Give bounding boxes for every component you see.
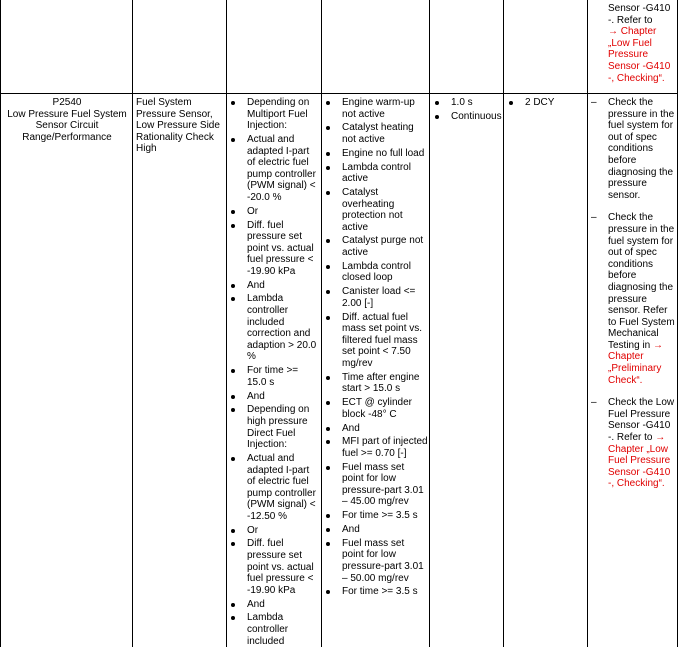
enable-condition: For time >= 3.5 s <box>323 510 428 522</box>
column-divider <box>226 0 227 647</box>
column-divider <box>321 0 322 647</box>
dtc-code: P2540 <box>52 97 82 108</box>
enable-condition: Catalyst purge not active <box>323 235 428 258</box>
note-text: Check the pressure in the fuel system for out of spec conditions before diagnosing the pressure sensor. <box>608 97 675 201</box>
enable-condition: MFI part of injected fuel >= 0.70 [-] <box>323 436 428 459</box>
note-chapter-reference: → Chapter „Low Fuel Pressure Sensor -G410 -, Checking“. <box>608 432 671 490</box>
table-border-left <box>0 0 1 647</box>
malfunction-criterion: Depending on Multiport Fuel Injection: <box>228 97 320 132</box>
enable-condition: Diff. actual fuel mass set point vs. filtered fuel mass set point < 7.50 mg/rev <box>323 312 428 370</box>
malfunction-criterion: And <box>228 391 320 403</box>
top-note-line: „Low Fuel <box>608 37 652 49</box>
enable-condition: Catalyst heating not active <box>323 122 428 145</box>
malfunction-criterion: Depending on high pressure Direct Fuel Injection: <box>228 404 320 450</box>
note-text: Check the pressure in the fuel system for out of spec conditions before diagnosing the pressure sensor. Refer to Fuel System Mechanical Testing in <box>608 212 675 351</box>
time-required-item: 1.0 s <box>432 97 502 109</box>
malfunction-criterion: Lambda controller included <box>228 612 320 647</box>
enable-condition: Lambda control closed loop <box>323 261 428 284</box>
column-divider <box>503 0 504 647</box>
malfunction-criterion: And <box>228 280 320 292</box>
malfunction-criteria-cell <box>228 97 320 647</box>
malfunction-criterion: Actual and adapted I-part of electric fuel pump controller (PWM signal) < -20.0 % <box>228 134 320 204</box>
time-required-item: Continuous <box>432 111 502 123</box>
enable-condition: Fuel mass set point for low pressure-part 3.01 – 45.00 mg/rev <box>323 462 428 508</box>
malfunction-criterion: Lambda controller included correction and adaption > 20.0 % <box>228 293 320 363</box>
monitor-cell <box>136 97 224 155</box>
column-divider <box>587 0 588 647</box>
notes-list <box>589 97 676 490</box>
enable-condition: For time >= 3.5 s <box>323 586 428 598</box>
dtc-cell <box>3 97 131 143</box>
notes-cell <box>589 97 676 647</box>
top-note-line: → Chapter <box>608 26 657 38</box>
note-item <box>589 97 676 201</box>
malfunction-criterion: Diff. fuel pressure set point vs. actual fuel pressure < -19.90 kPa <box>228 538 320 596</box>
enable-condition: Engine warm-up not active <box>323 97 428 120</box>
top-note-line: Sensor -G410 <box>608 60 671 72</box>
time-required-cell <box>432 97 502 125</box>
malfunction-criterion: Or <box>228 206 320 218</box>
time-required-list <box>432 97 502 122</box>
malfunction-criterion: For time >= 15.0 s <box>228 365 320 388</box>
mil-cell <box>506 97 586 111</box>
enable-condition: Lambda control active <box>323 162 428 185</box>
top-row-notes <box>608 3 676 91</box>
top-note-line: Pressure <box>608 49 649 61</box>
enable-condition: Fuel mass set point for low pressure-part 3.01 – 50.00 mg/rev <box>323 538 428 584</box>
enable-condition: Catalyst overheating protection not active <box>323 187 428 233</box>
monitor-description: Fuel System Pressure Sensor, Low Pressure Side Rationality Check High <box>136 97 220 155</box>
dtc-description: Low Pressure Fuel System Sensor Circuit Range/Performance <box>7 108 127 143</box>
note-text: Check the Low Fuel Pressure Sensor -G410 -. Refer to <box>608 397 675 444</box>
note-item <box>589 212 676 386</box>
enable-condition: Engine no full load <box>323 148 428 160</box>
row-divider <box>0 93 678 94</box>
enable-condition: And <box>323 423 428 435</box>
note-chapter-reference: → Chapter „Preliminary Check“. <box>608 339 664 386</box>
malfunction-criterion: Actual and adapted I-part of electric fuel pump controller (PWM signal) < -12.50 % <box>228 453 320 523</box>
enable-conditions-cell <box>323 97 428 647</box>
malfunction-criterion: Or <box>228 525 320 537</box>
enable-condition: Time after engine start > 15.0 s <box>323 372 428 395</box>
top-note-line: Sensor -G410 <box>608 3 671 14</box>
mil-list <box>506 97 586 109</box>
malfunction-criterion: And <box>228 599 320 611</box>
malfunction-criterion: Diff. fuel pressure set point vs. actual fuel pressure < -19.90 kPa <box>228 220 320 278</box>
enable-condition: ECT @ cylinder block -48° C <box>323 397 428 420</box>
top-note-line: -, Checking“. <box>608 72 665 84</box>
column-divider <box>132 0 133 647</box>
enable-condition: And <box>323 524 428 536</box>
malfunction-criteria-list <box>228 97 320 647</box>
mil-item: 2 DCY <box>506 97 586 109</box>
note-item <box>589 397 676 490</box>
enable-condition: Canister load <= 2.00 [-] <box>323 286 428 309</box>
column-divider <box>429 0 430 647</box>
top-note-line: -. Refer to <box>608 14 653 26</box>
enable-conditions-list <box>323 97 428 598</box>
